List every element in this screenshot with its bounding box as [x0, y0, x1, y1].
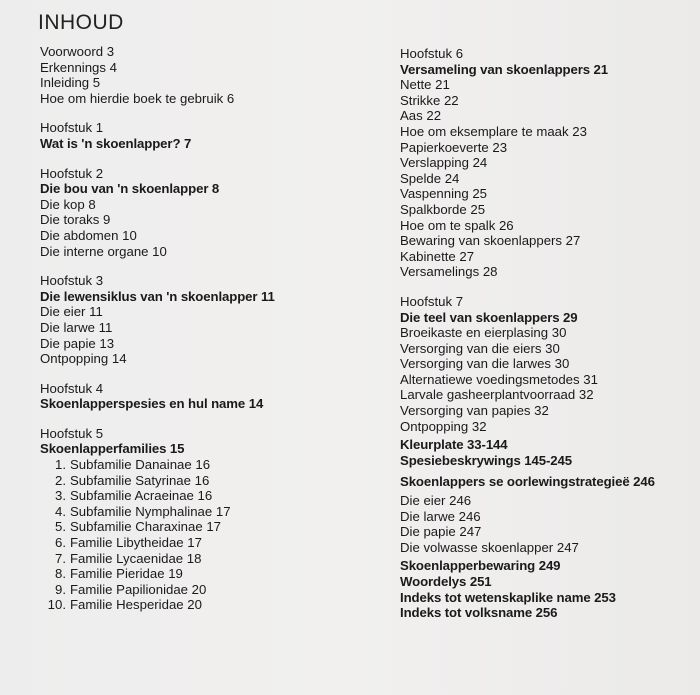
- chapter-1: [40, 120, 370, 151]
- toc-entry[interactable]: Die eier 11: [40, 304, 103, 320]
- toc-entry[interactable]: Die eier 246: [400, 493, 472, 509]
- chapter-6: [400, 46, 695, 280]
- entry-text: Subfamilie Satyrinae 16: [70, 472, 210, 488]
- toc-entry[interactable]: Spesiebeskrywings 145-245: [400, 452, 572, 468]
- toc-entry[interactable]: [44, 597, 370, 613]
- entry-number: 3.: [55, 488, 66, 504]
- chapter-label: Hoofstuk 6: [400, 46, 464, 61]
- toc-entry[interactable]: Hoe om te spalk 26: [400, 217, 514, 233]
- toc-entry[interactable]: [44, 488, 370, 504]
- toc-entry[interactable]: Kleurplate 33-144: [400, 437, 508, 453]
- strategy-section: [400, 474, 695, 555]
- entry-text: Familie Libytheidae 17: [70, 535, 202, 551]
- chapter-label: Hoofstuk 3: [40, 273, 104, 289]
- entry-number: 8.: [55, 566, 66, 582]
- entry-number: 4.: [55, 503, 66, 519]
- toc-entry[interactable]: Die abdomen 10: [40, 227, 137, 243]
- toc-entry[interactable]: Spelde 24: [400, 170, 460, 186]
- toc-entry[interactable]: [44, 473, 370, 489]
- entry-number: 5.: [55, 519, 66, 535]
- toc-entry[interactable]: [44, 551, 370, 567]
- toc-entry[interactable]: [44, 457, 370, 473]
- toc-entry[interactable]: Die volwasse skoenlapper 247: [400, 539, 579, 555]
- toc-entry[interactable]: Inleiding 5: [40, 75, 101, 91]
- toc-entry[interactable]: Die toraks 9: [40, 212, 111, 228]
- toc-entry[interactable]: Skoenlapperbewaring 249: [400, 558, 561, 574]
- chapter-title[interactable]: Skoenlapperspesies en hul name 14: [40, 396, 264, 412]
- chapter-label: Hoofstuk 5: [40, 425, 104, 441]
- toc-entry[interactable]: Versamelings 28: [400, 264, 498, 280]
- section-title[interactable]: Skoenlappers se oorlewingstrategieë 246: [400, 474, 655, 490]
- toc-entry[interactable]: Verslapping 24: [400, 155, 488, 171]
- toc-entry[interactable]: Versorging van die larwes 30: [400, 356, 570, 372]
- toc-entry[interactable]: Spalkborde 25: [400, 201, 486, 217]
- entry-text: Familie Lycaenidae 18: [70, 550, 202, 566]
- toc-entry[interactable]: Vaspenning 25: [400, 186, 488, 202]
- toc-entry[interactable]: Indeks tot wetenskaplike name 253: [400, 589, 616, 605]
- page-title: INHOUD: [38, 11, 124, 34]
- chapter-title[interactable]: Versameling van skoenlappers 21: [400, 61, 609, 77]
- toc-entry[interactable]: Die larwe 11: [40, 319, 113, 335]
- entry-number: 2.: [55, 472, 66, 488]
- toc-entry[interactable]: Broeikaste en eierplasing 30: [400, 325, 567, 341]
- toc-entry[interactable]: Versorging van papies 32: [400, 403, 549, 419]
- toc-entry[interactable]: [44, 582, 370, 598]
- toc-entry[interactable]: Die interne organe 10: [40, 243, 167, 259]
- toc-entry[interactable]: Nette 21: [400, 77, 450, 93]
- plates-section: [400, 437, 695, 468]
- toc-entry[interactable]: Versorging van die eiers 30: [400, 340, 560, 356]
- toc-entry[interactable]: [44, 535, 370, 551]
- toc-entry[interactable]: Alternatiewe voedingsmetodes 31: [400, 371, 598, 387]
- entry-text: Subfamilie Nymphalinae 17: [70, 503, 231, 519]
- chapter-label: Hoofstuk 2: [40, 165, 104, 181]
- chapter-title[interactable]: Die teel van skoenlappers 29: [400, 309, 578, 325]
- toc-entry[interactable]: Hoe om hierdie boek te gebruik 6: [40, 90, 235, 106]
- toc-entry[interactable]: Die papie 247: [400, 524, 482, 540]
- chapter-label: Hoofstuk 1: [40, 120, 104, 136]
- toc-entry[interactable]: Aas 22: [400, 108, 442, 124]
- entry-number: 1.: [55, 457, 66, 473]
- entry-text: Familie Pieridae 19: [70, 566, 183, 582]
- chapter-7: [400, 294, 695, 434]
- toc-entry[interactable]: Strikke 22: [400, 92, 459, 108]
- toc-entry[interactable]: Die papie 13: [40, 335, 115, 351]
- entry-text: Subfamilie Charaxinae 17: [70, 519, 222, 535]
- entry-number: 10.: [47, 597, 66, 613]
- toc-entry[interactable]: Indeks tot volksname 256: [400, 605, 558, 621]
- toc-entry[interactable]: Woordelys 251: [400, 574, 492, 589]
- chapter-5: [40, 426, 370, 613]
- intro-section: [40, 44, 370, 106]
- toc-entry[interactable]: Ontpopping 32: [400, 418, 487, 434]
- toc-entry[interactable]: Papierkoeverte 23: [400, 139, 508, 155]
- chapter-label: Hoofstuk 7: [400, 293, 464, 309]
- entry-number: 9.: [55, 581, 66, 597]
- entry-number: 6.: [55, 535, 66, 551]
- entry-text: Subfamilie Acraeinae 16: [70, 488, 213, 504]
- toc-entry[interactable]: Hoe om eksemplare te maak 23: [400, 123, 587, 139]
- chapter-title[interactable]: Wat is 'n skoenlapper? 7: [40, 135, 192, 151]
- entry-text: Familie Papilionidae 20: [70, 581, 207, 597]
- left-column: [40, 44, 370, 613]
- toc-entry[interactable]: Die larwe 246: [400, 508, 481, 524]
- entry-number: 7.: [55, 550, 66, 566]
- entry-text: Subfamilie Danainae 16: [70, 457, 211, 473]
- chapter-label: Hoofstuk 4: [40, 380, 104, 396]
- chapter-4: [40, 381, 370, 412]
- toc-entry[interactable]: [44, 504, 370, 520]
- right-column: [400, 46, 695, 621]
- chapter-title[interactable]: Skoenlapperfamilies 15: [40, 441, 185, 457]
- toc-entry[interactable]: Die kop 8: [40, 196, 96, 212]
- toc-entry[interactable]: [44, 566, 370, 582]
- entry-text: Familie Hesperidae 20: [70, 597, 202, 613]
- toc-entry[interactable]: Erkennings 4: [40, 59, 117, 75]
- chapter-title[interactable]: Die lewensiklus van 'n skoenlapper 11: [40, 288, 275, 304]
- toc-entry[interactable]: Bewaring van skoenlappers 27: [400, 233, 581, 249]
- toc-entry[interactable]: Voorwoord 3: [40, 44, 115, 59]
- chapter-3: [40, 273, 370, 367]
- toc-entry[interactable]: Ontpopping 14: [40, 351, 127, 367]
- chapter-title[interactable]: Die bou van 'n skoenlapper 8: [40, 181, 220, 197]
- toc-entry[interactable]: Kabinette 27: [400, 248, 475, 264]
- toc-entry[interactable]: Larvale gasheerplantvoorraad 32: [400, 387, 594, 403]
- chapter-2: [40, 166, 370, 260]
- end-matter: [400, 558, 695, 620]
- toc-entry[interactable]: [44, 519, 370, 535]
